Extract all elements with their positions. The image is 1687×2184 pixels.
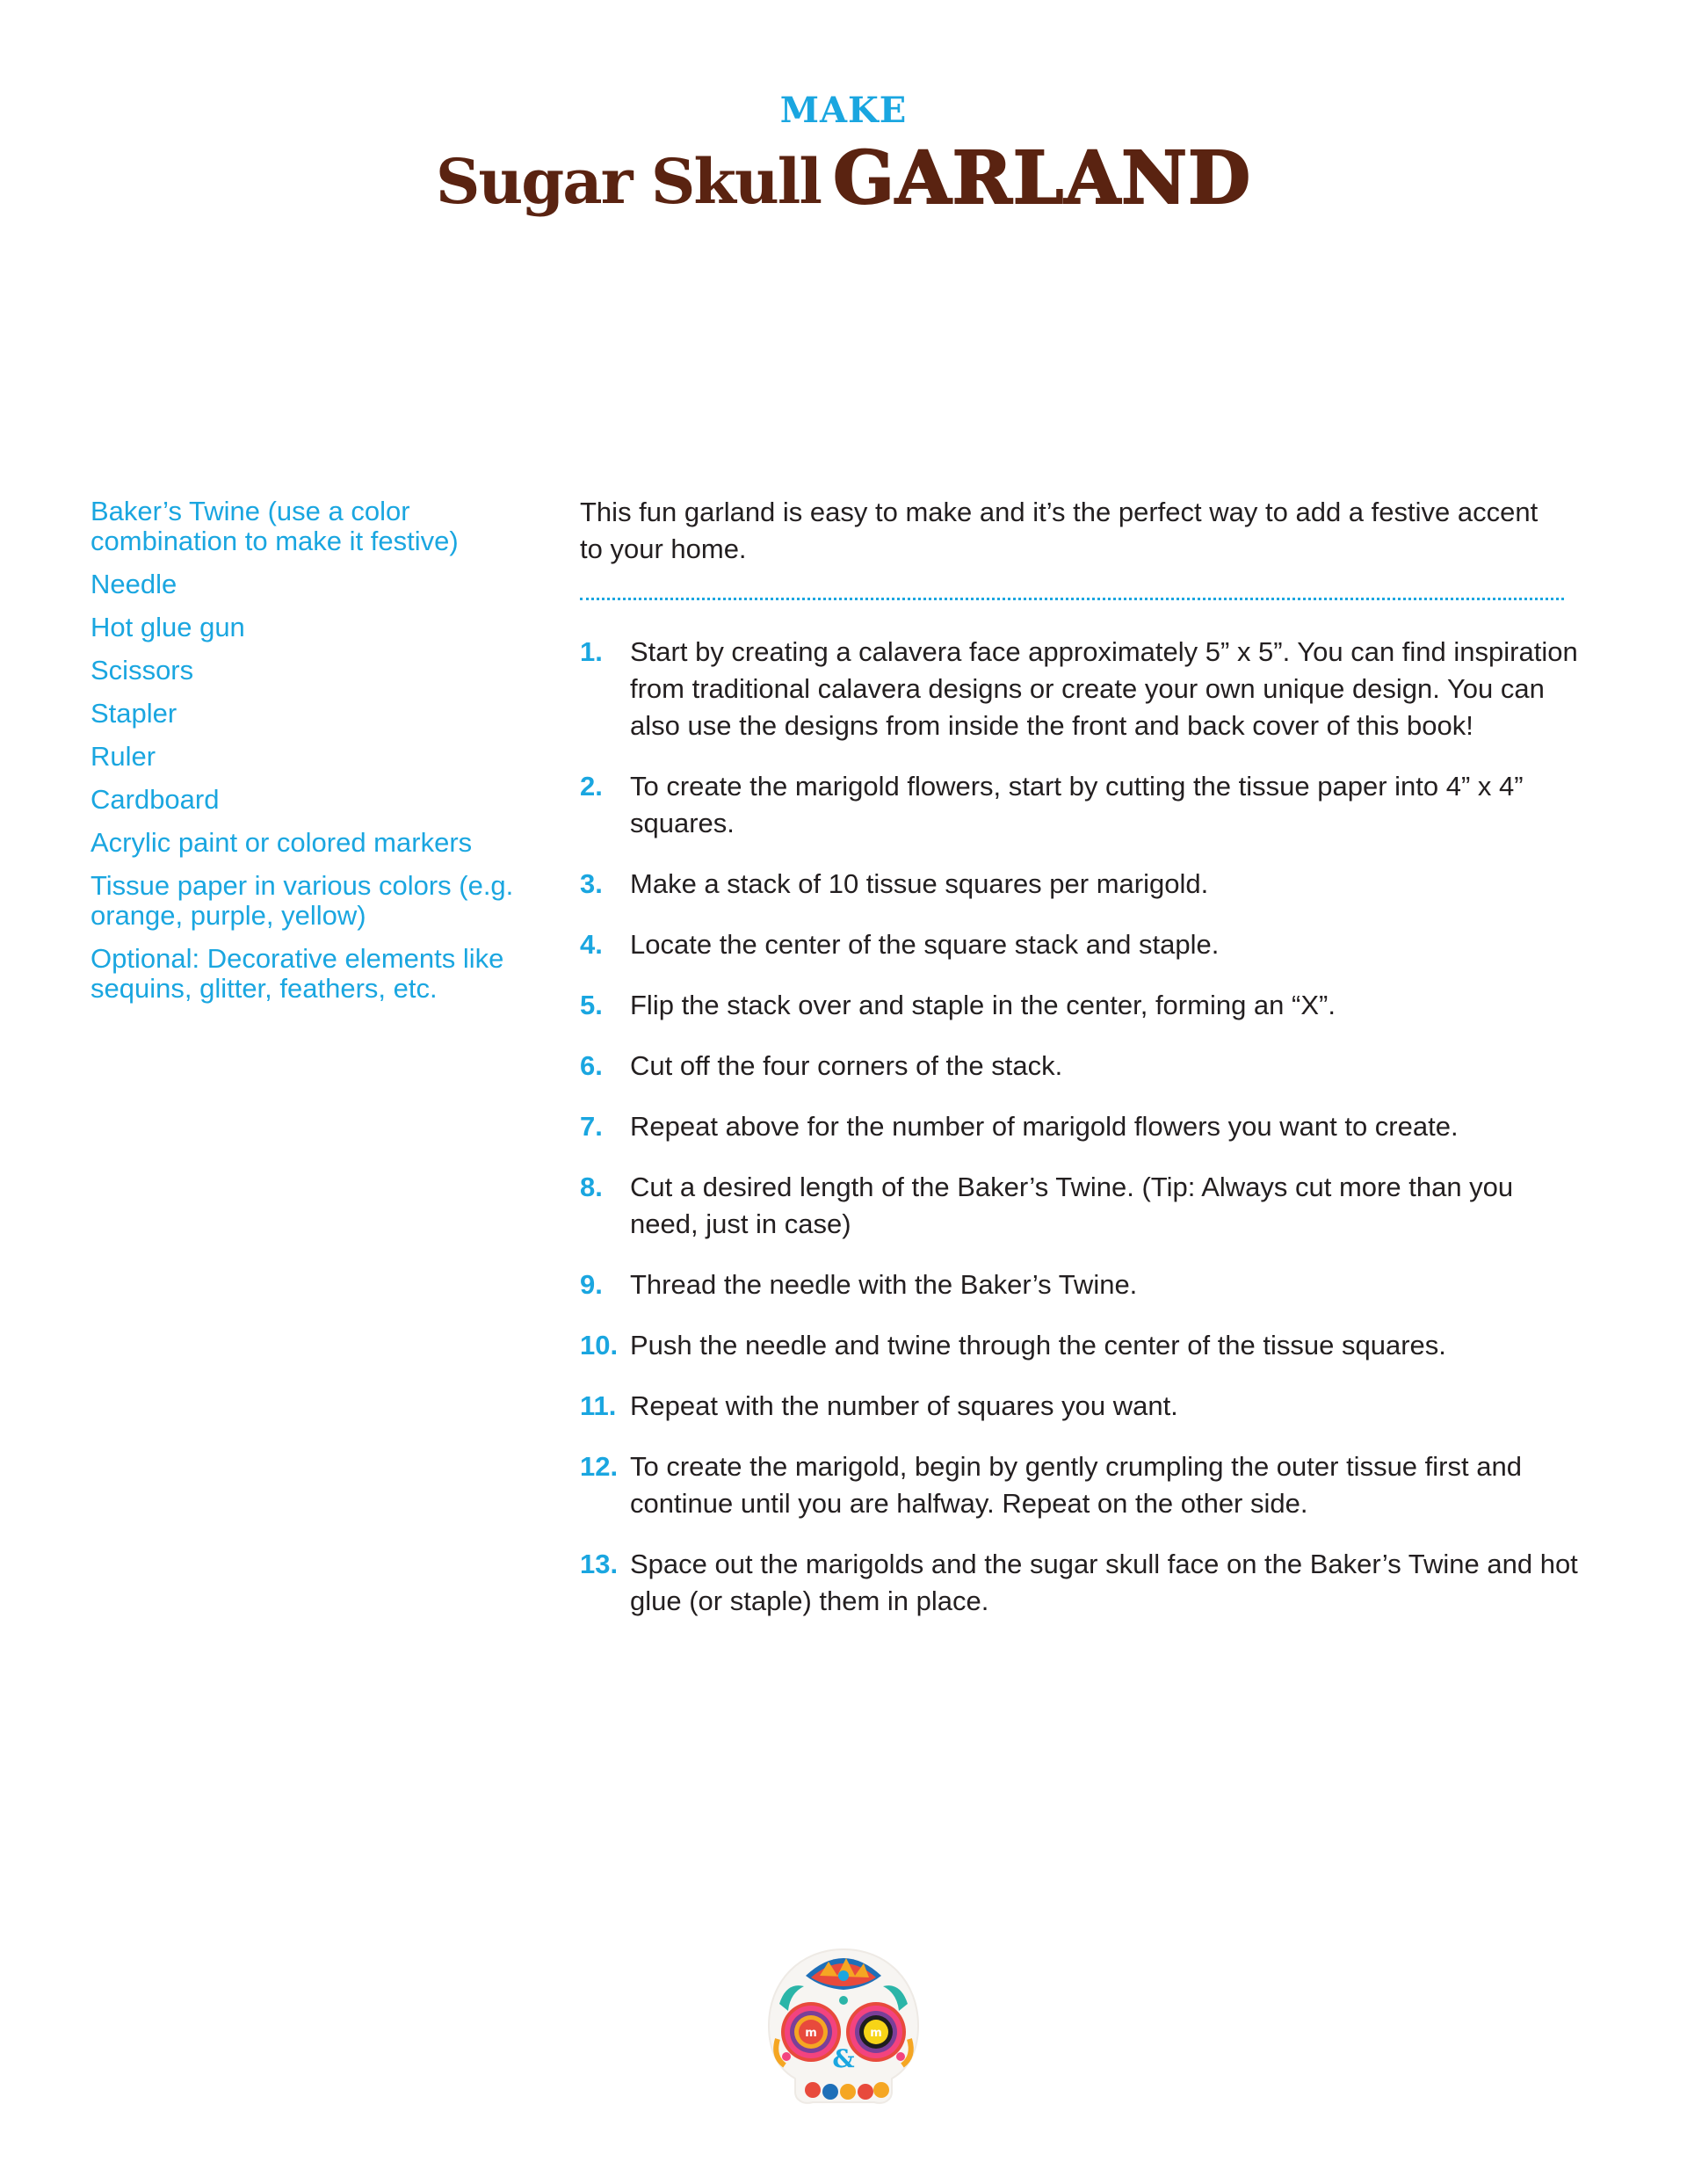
step-text: Cut off the four corners of the stack.	[630, 1050, 1063, 1081]
step-number: 9.	[580, 1269, 603, 1300]
step-item	[580, 987, 1582, 1024]
step-item	[580, 1266, 1582, 1303]
step-text: Push the needle and twine through the center of the tissue squares.	[630, 1330, 1446, 1360]
steps-list	[580, 634, 1582, 1620]
step-text: Thread the needle with the Baker’s Twine.	[630, 1269, 1138, 1300]
supply-item: Needle	[91, 569, 177, 599]
title-bold: GARLAND	[833, 136, 1252, 221]
step-item	[580, 634, 1582, 744]
step-text: Start by creating a calavera face approximately 5” x 5”. You can find inspiration from traditional calavera designs or create your own unique design. You can also use the designs from inside the front and back cover of this book!	[630, 636, 1578, 741]
step-item	[580, 926, 1582, 963]
intro-paragraph: This fun garland is easy to make and it’s the perfect way to add a festive accent to your home.	[580, 497, 1539, 564]
step-text: Space out the marigolds and the sugar skull face on the Baker’s Twine and hot glue (or staple) them in place.	[630, 1549, 1578, 1616]
step-number: 3.	[580, 868, 603, 899]
step-text: Cut a desired length of the Baker’s Twine. (Tip: Always cut more than you need, just in case)	[630, 1172, 1514, 1239]
step-number: 2.	[580, 771, 603, 802]
step-item	[580, 1108, 1582, 1145]
step-item	[580, 1448, 1582, 1522]
page-header	[0, 88, 1687, 238]
step-number: 6.	[580, 1050, 603, 1081]
supplies-list	[91, 497, 547, 1017]
step-text: To create the marigold, begin by gently crumpling the outer tissue first and continue until you are halfway. Repeat on the other side.	[630, 1451, 1522, 1519]
instructions-column	[580, 494, 1582, 1643]
supply-item: Cardboard	[91, 784, 220, 815]
step-text: Locate the center of the square stack and staple.	[630, 929, 1220, 960]
supply-item: Scissors	[91, 655, 194, 686]
step-number: 5.	[580, 990, 603, 1020]
supply-item: Acrylic paint or colored markers	[91, 827, 473, 858]
step-number: 10.	[580, 1330, 619, 1360]
step-number: 11.	[580, 1390, 617, 1421]
dotted-divider	[580, 598, 1564, 600]
step-item	[580, 1169, 1582, 1243]
step-number: 8.	[580, 1172, 603, 1202]
title-regular: Sugar Skull	[435, 145, 821, 218]
step-number: 4.	[580, 929, 603, 960]
step-item	[580, 1327, 1582, 1364]
step-item	[580, 1048, 1582, 1085]
step-text: Flip the stack over and staple in the center, forming an “X”.	[630, 990, 1336, 1020]
eye-mark-left: m	[805, 2027, 817, 2040]
step-number: 13.	[580, 1549, 619, 1579]
supply-item: Ruler	[91, 741, 156, 772]
supply-item: Hot glue gun	[91, 612, 245, 642]
supply-item: Optional: Decorative elements like sequins, glitter, feathers, etc.	[91, 943, 504, 1004]
page-title	[0, 136, 1687, 238]
step-item	[580, 1546, 1582, 1620]
supply-item: Baker’s Twine (use a color combination to make it festive)	[91, 496, 459, 556]
step-text: To create the marigold flowers, start by cutting the tissue paper into 4” x 4” squares.	[630, 771, 1524, 838]
nose-mark: &	[832, 2044, 855, 2073]
supply-item: Stapler	[91, 698, 177, 729]
eye-mark-right: m	[870, 2027, 882, 2040]
kicker-label: MAKE	[779, 90, 908, 131]
sugar-skull-logo-icon	[760, 1942, 927, 2109]
step-item	[580, 866, 1582, 903]
step-text: Make a stack of 10 tissue squares per marigold.	[630, 868, 1209, 899]
step-number: 7.	[580, 1111, 603, 1142]
step-number: 12.	[580, 1451, 619, 1482]
supply-item: Tissue paper in various colors (e.g. orange, purple, yellow)	[91, 870, 514, 931]
step-text: Repeat above for the number of marigold flowers you want to create.	[630, 1111, 1459, 1142]
step-text: Repeat with the number of squares you want.	[630, 1390, 1178, 1421]
step-item	[580, 1388, 1582, 1425]
step-item	[580, 768, 1582, 842]
step-number: 1.	[580, 636, 603, 667]
